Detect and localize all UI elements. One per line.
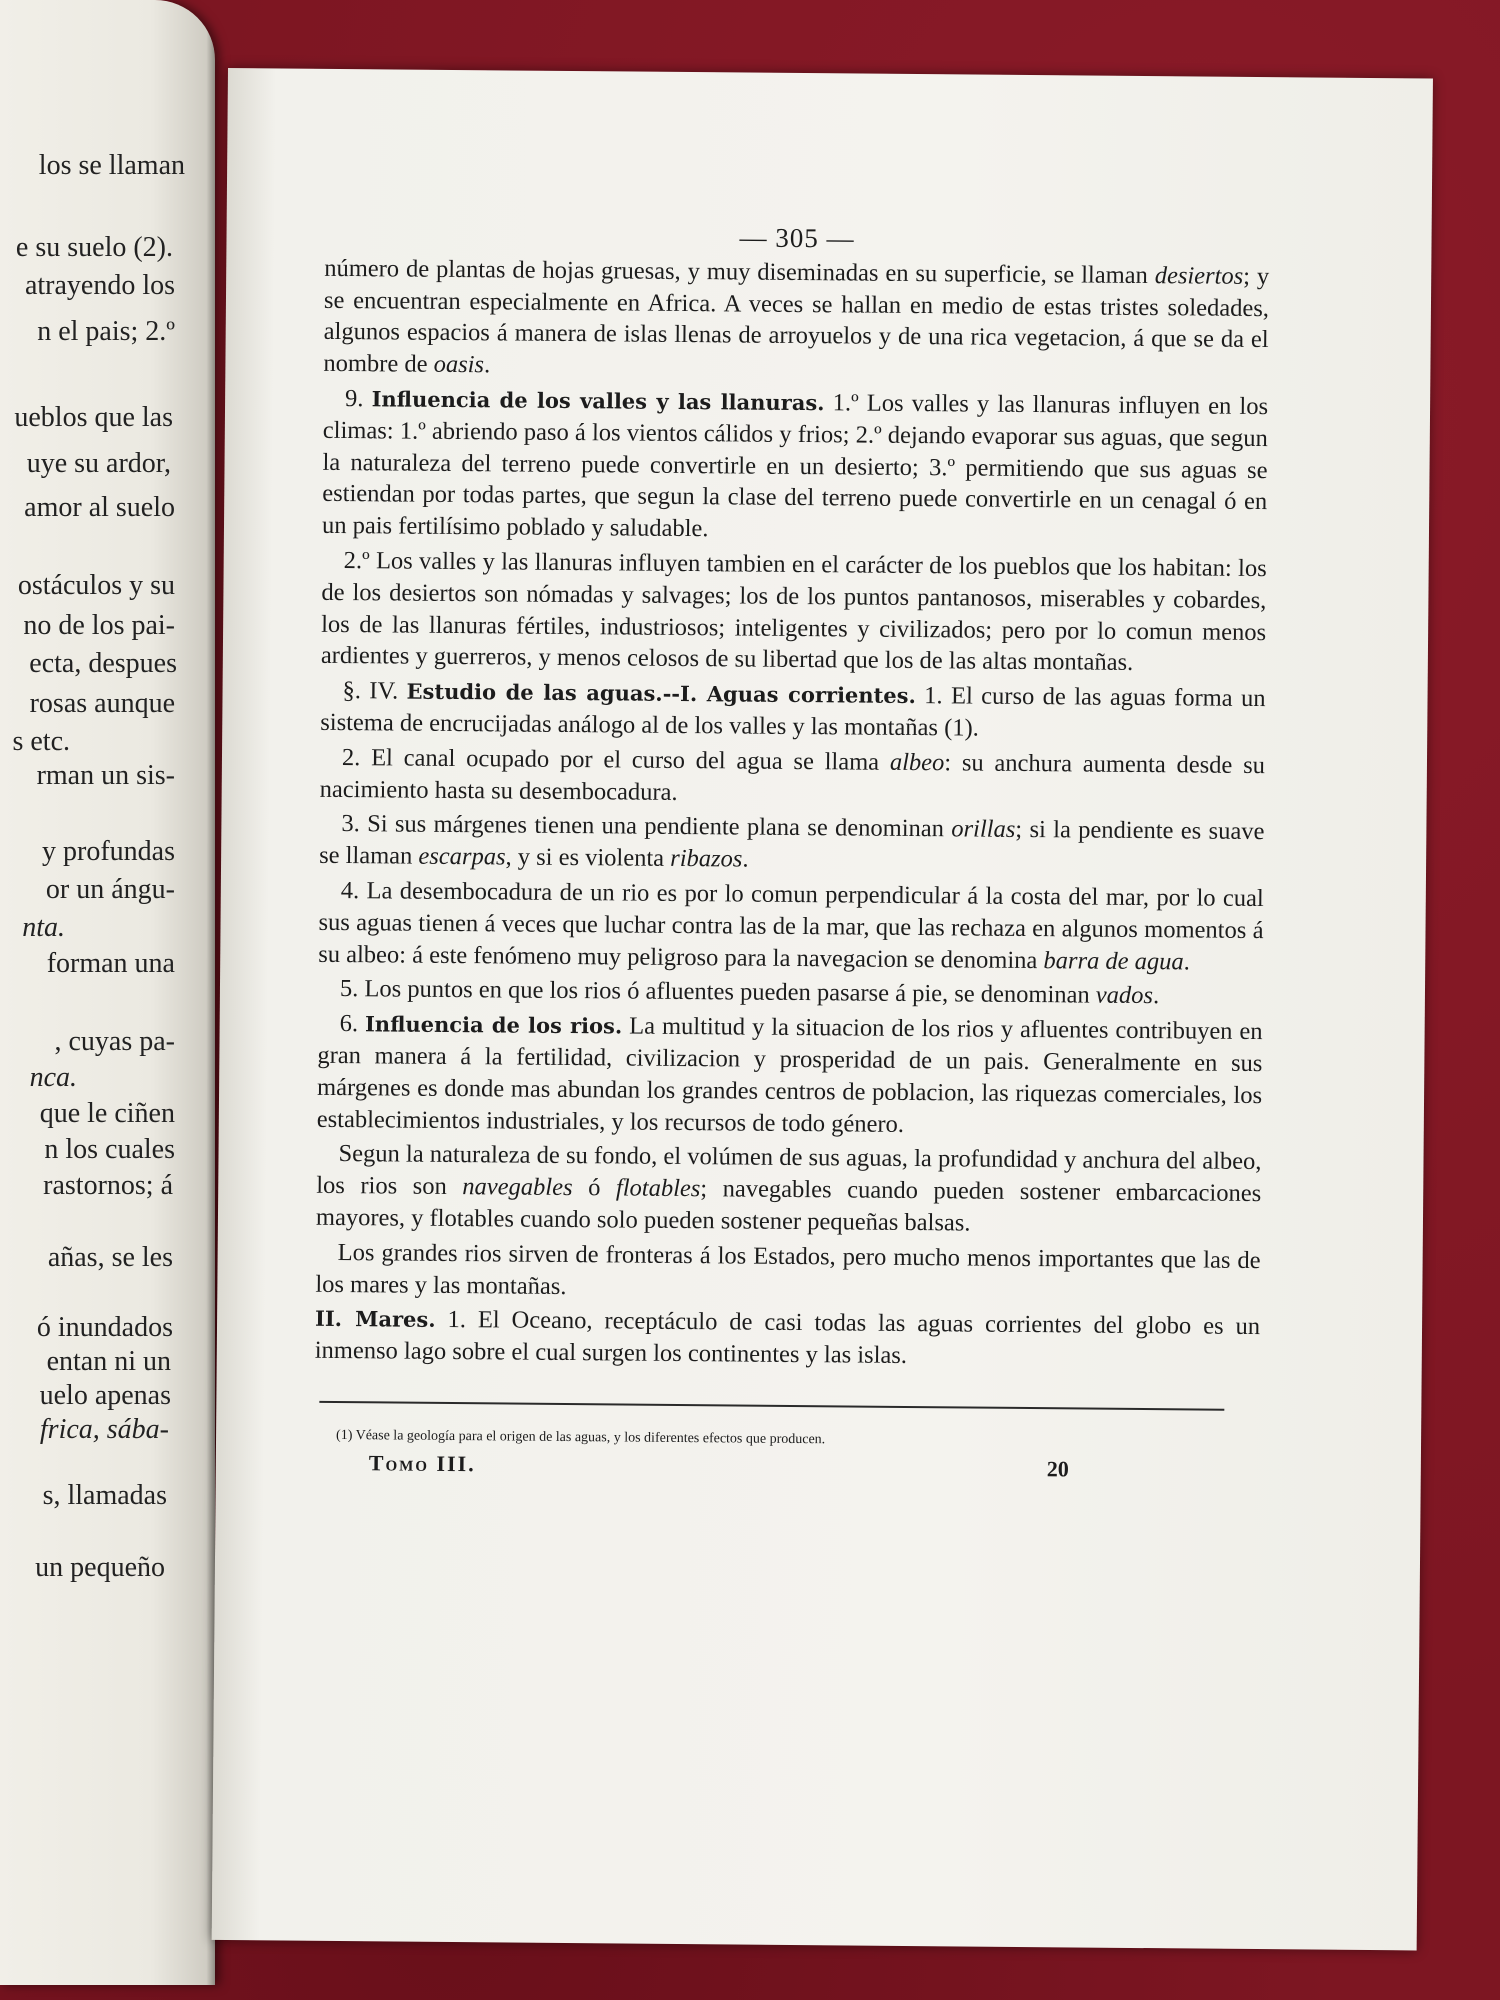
- italic-term: vados: [1095, 981, 1154, 1010]
- paragraph: [317, 1008, 1263, 1143]
- left-line: los se llaman: [38, 150, 185, 181]
- paragraph: [315, 1303, 1261, 1375]
- section-heading: II. Mares.: [314, 1306, 436, 1333]
- text: 2. El canal ocupado por el curso del agua se llama: [341, 743, 891, 776]
- section-heading: Estudio de las aguas.--I. Aguas corrientes.: [406, 678, 916, 709]
- text: 1. El curso de las aguas forma un sistema de encrucijadas análogo al de los valles y las montañas (1).: [320, 682, 1266, 742]
- left-line: or un ángu-: [45, 874, 175, 905]
- left-line: entan ni un: [46, 1346, 171, 1377]
- left-line: s etc.: [12, 726, 70, 757]
- paragraph: [316, 1138, 1262, 1242]
- signature-number: 20: [1046, 1456, 1069, 1482]
- left-line: uye su ardor,: [26, 448, 171, 479]
- left-line: forman una: [46, 948, 175, 979]
- left-line: no de los pai-: [23, 610, 175, 641]
- text: ; navegables cuando pueden sostener embarcaciones mayores, y flotables cuando solo pueden sostener pequeñas balsas.: [315, 1175, 1262, 1237]
- text: 1. El Oceano, receptáculo de casi todas las aguas corrientes del globo es un inmenso lago sobre el cual surgen los continentes y las islas.: [314, 1306, 1261, 1370]
- footnote: (1) Véase la geología para el origen de las aguas, y los diferentes efectos que producen.: [336, 1427, 826, 1448]
- left-line: e su suelo (2).: [15, 232, 173, 263]
- left-line: n los cuales: [44, 1134, 175, 1165]
- paragraph: Los grandes rios sirven de fronteras á los Estados, pero mucho menos importantes que las de los mares y las montañas.: [315, 1238, 1261, 1300]
- italic-term: orillas: [951, 815, 1016, 844]
- paragraph: [318, 973, 1263, 1013]
- text: ; si la pendiente es suave se llaman: [319, 816, 1265, 870]
- left-line: rastornos; á: [43, 1170, 173, 1201]
- footnote-rule: [319, 1401, 1224, 1411]
- volume-mark: Tomo III.: [368, 1450, 476, 1477]
- text: Segun la naturaleza de su fondo, el volúmen de sus aguas, la profundidad y anchura del albeo, los rios son: [316, 1140, 1262, 1201]
- page-number: — 305 —: [739, 222, 855, 254]
- text: ; y se encuentran especialmente en Africa. A veces se hallan en medio de estas tristes soledades, algunos espacios á manera de islas llenas de arroyuelos y de una rica vegetacion, á que se da el nombre de: [323, 262, 1270, 378]
- left-line: rosas aunque: [29, 688, 175, 719]
- paragraph: [322, 383, 1268, 550]
- text: 5. Los puntos en que los rios ó afluentes pueden pasarse á pie, se denominan: [339, 975, 1096, 1009]
- text: número de plantas de hojas gruesas, y muy diseminadas en su superficie, se llaman: [324, 254, 1155, 289]
- left-line: rman un sis-: [36, 760, 175, 791]
- section-heading: Influencia de los valles y las llanuras.: [371, 386, 825, 416]
- italic-term: flotables: [615, 1174, 701, 1203]
- text: .: [1183, 947, 1190, 975]
- italic-term: desiertos: [1154, 261, 1244, 290]
- left-line: atrayendo los: [24, 270, 175, 301]
- left-line: amor al suelo: [24, 492, 175, 523]
- paragraph: 2.º Los valles y las llanuras influyen tambien en el carácter de los pueblos que los habitan: los de los desiertos son nómadas y salvages; los de los puntos pantanosos, miserables y cobardes, los de las llanuras fértiles, industriosos; inteligentes y civilizados; pero por lo comun menos ardientes y guerreros, y menos celosos de su libertad que los de las altas montañas.: [320, 546, 1267, 677]
- italic-term: barra de agua: [1043, 946, 1184, 975]
- text: .: [483, 351, 491, 379]
- book-page: [212, 68, 1433, 1950]
- paragraph: [319, 808, 1265, 880]
- paragraph: [320, 742, 1266, 814]
- text: .: [1152, 982, 1160, 1010]
- text: 1.º Los valles y las llanuras influyen en los climas: 1.º abriendo paso á los vientos cálidos y frios; 2.º dejando evaporar sus aguas, que segun la naturaleza del terreno puede convertirle en un desierto; 3.º permitiendo que sus aguas se estiendan por todas partes, que segun la clase del terreno puede convertirle en un cenagal ó en un pais fertilísimo poblado y saludable.: [321, 389, 1269, 543]
- paragraph: [320, 675, 1266, 747]
- paragraph: [318, 875, 1264, 979]
- text: ó: [572, 1174, 617, 1202]
- text: La multitud y la situacion de los rios y afluentes contribuyen en gran manera á la fertilidad, civilizacion y prosperidad de un pais. Generalmente en sus márgenes es donde mas abundan los grandes centros de poblacion, las riquezas comerciales, los establecimientos industriales, y los recursos de todo género.: [316, 1012, 1263, 1138]
- left-line: que le ciñen: [39, 1098, 175, 1129]
- text: : su anchura aumenta desde su nacimiento hasta su desembocadura.: [319, 749, 1266, 806]
- italic-term: ribazos: [670, 845, 743, 873]
- left-line: ostáculos y su: [17, 570, 175, 601]
- left-line: n el pais; 2.º: [37, 316, 175, 347]
- signature-line: [314, 1447, 1259, 1487]
- left-line: uelo apenas: [39, 1380, 171, 1411]
- italic-term: navegables: [462, 1173, 573, 1202]
- text: .: [742, 845, 749, 873]
- left-line: nta.: [22, 912, 65, 943]
- left-page: [0, 0, 215, 1985]
- section-number: §. IV.: [342, 677, 399, 705]
- page-text: [314, 219, 1270, 1487]
- left-line: ó inundados: [36, 1312, 173, 1343]
- italic-term: oasis: [433, 350, 485, 379]
- left-line: frica, sába-: [39, 1414, 169, 1445]
- text: , y si es violenta: [505, 843, 671, 873]
- italic-term: escarpas: [418, 842, 506, 871]
- left-line: , cuyas pa-: [54, 1026, 175, 1057]
- section-number: 9.: [345, 385, 364, 413]
- left-line: ueblos que las: [14, 402, 173, 433]
- section-number: 6.: [339, 1010, 359, 1038]
- left-line: ecta, despues: [29, 648, 177, 679]
- left-line: un pequeño: [35, 1552, 165, 1583]
- text: 4. La desembocadura de un rio es por lo comun perpendicular á la costa del mar, por lo cual sus aguas tienen á veces que luchar contra las de la mar, que las rechaza en algunos momentos á su albeo: á este fenómeno muy peligroso para la navegacion se denomina: [318, 876, 1264, 974]
- paragraph: [323, 253, 1269, 388]
- italic-term: albeo: [889, 748, 945, 777]
- left-line: nca.: [29, 1062, 77, 1093]
- section-heading: Influencia de los rios.: [364, 1011, 623, 1039]
- left-line: s, llamadas: [42, 1480, 167, 1511]
- text: 3. Si sus márgenes tienen una pendiente plana se denominan: [341, 810, 952, 843]
- left-line: añas, se les: [47, 1242, 173, 1273]
- left-line: y profundas: [42, 836, 175, 867]
